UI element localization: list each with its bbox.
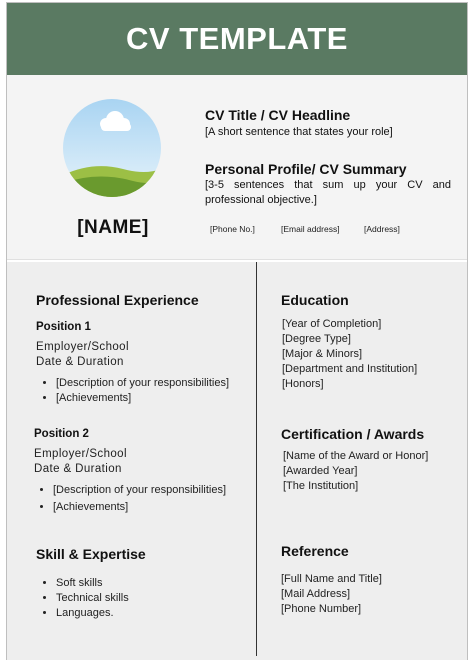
list-item: • [Achievements] (56, 391, 229, 406)
position-2-title: Position 2 (34, 428, 89, 440)
contact-phone: [Phone No.] (210, 224, 255, 234)
reference-heading: Reference (281, 543, 349, 559)
list-item: • Soft skills (56, 576, 129, 591)
profile-heading: Personal Profile/ CV Summary (205, 161, 407, 177)
position-1-title: Position 1 (36, 321, 91, 333)
list-item: [Name of the Award or Honor] (283, 450, 429, 462)
contact-address: [Address] (364, 224, 400, 234)
list-item: • Technical skills (56, 591, 129, 606)
list-item: • Languages. (56, 606, 129, 621)
list-item: [Awarded Year] (283, 465, 358, 477)
profile-text-line-2: professional objective.] (205, 194, 317, 206)
position-1-date: Date & Duration (36, 356, 124, 368)
education-heading: Education (281, 292, 349, 308)
contact-email: [Email address] (281, 224, 340, 234)
list-item: [Phone Number] (281, 603, 362, 615)
list-item: • [Description of your responsibilities] (53, 482, 226, 499)
list-item: [Mail Address] (281, 588, 351, 600)
profile-photo-placeholder-icon (63, 99, 161, 197)
position-1-employer: Employer/School (36, 341, 129, 353)
list-item: [Department and Institution] (282, 363, 418, 375)
certification-heading: Certification / Awards (281, 426, 425, 442)
list-item: [Degree Type] (282, 333, 351, 345)
list-item: [Year of Completion] (282, 318, 382, 330)
list-item: • [Description of your responsibilities] (56, 376, 229, 391)
column-divider (256, 262, 257, 656)
position-2-date: Date & Duration (34, 463, 122, 475)
candidate-name: [NAME] (77, 217, 149, 238)
list-item: [Honors] (282, 378, 324, 390)
list-item: • [Achievements] (53, 499, 226, 516)
cv-title-heading: CV Title / CV Headline (205, 107, 351, 123)
position-1-bullets (38, 376, 229, 406)
education-list (282, 317, 417, 392)
experience-heading: Professional Experience (36, 292, 199, 308)
list-item: [Major & Minors] (282, 348, 363, 360)
cv-title-description: [A short sentence that states your role] (205, 126, 393, 138)
header-section (7, 75, 467, 259)
position-2-bullets (35, 482, 226, 516)
list-item: [Full Name and Title] (281, 573, 382, 585)
reference-list (281, 572, 382, 617)
skills-heading: Skill & Expertise (36, 546, 146, 562)
position-2-employer: Employer/School (34, 448, 127, 460)
list-item: [The Institution] (283, 480, 359, 492)
certification-list (283, 449, 428, 494)
profile-text-line-1: [3-5 sentences that sum up your CV and (205, 179, 451, 191)
skills-list (38, 576, 129, 621)
page-title: CV TEMPLATE (126, 21, 348, 56)
title-banner (7, 3, 467, 75)
